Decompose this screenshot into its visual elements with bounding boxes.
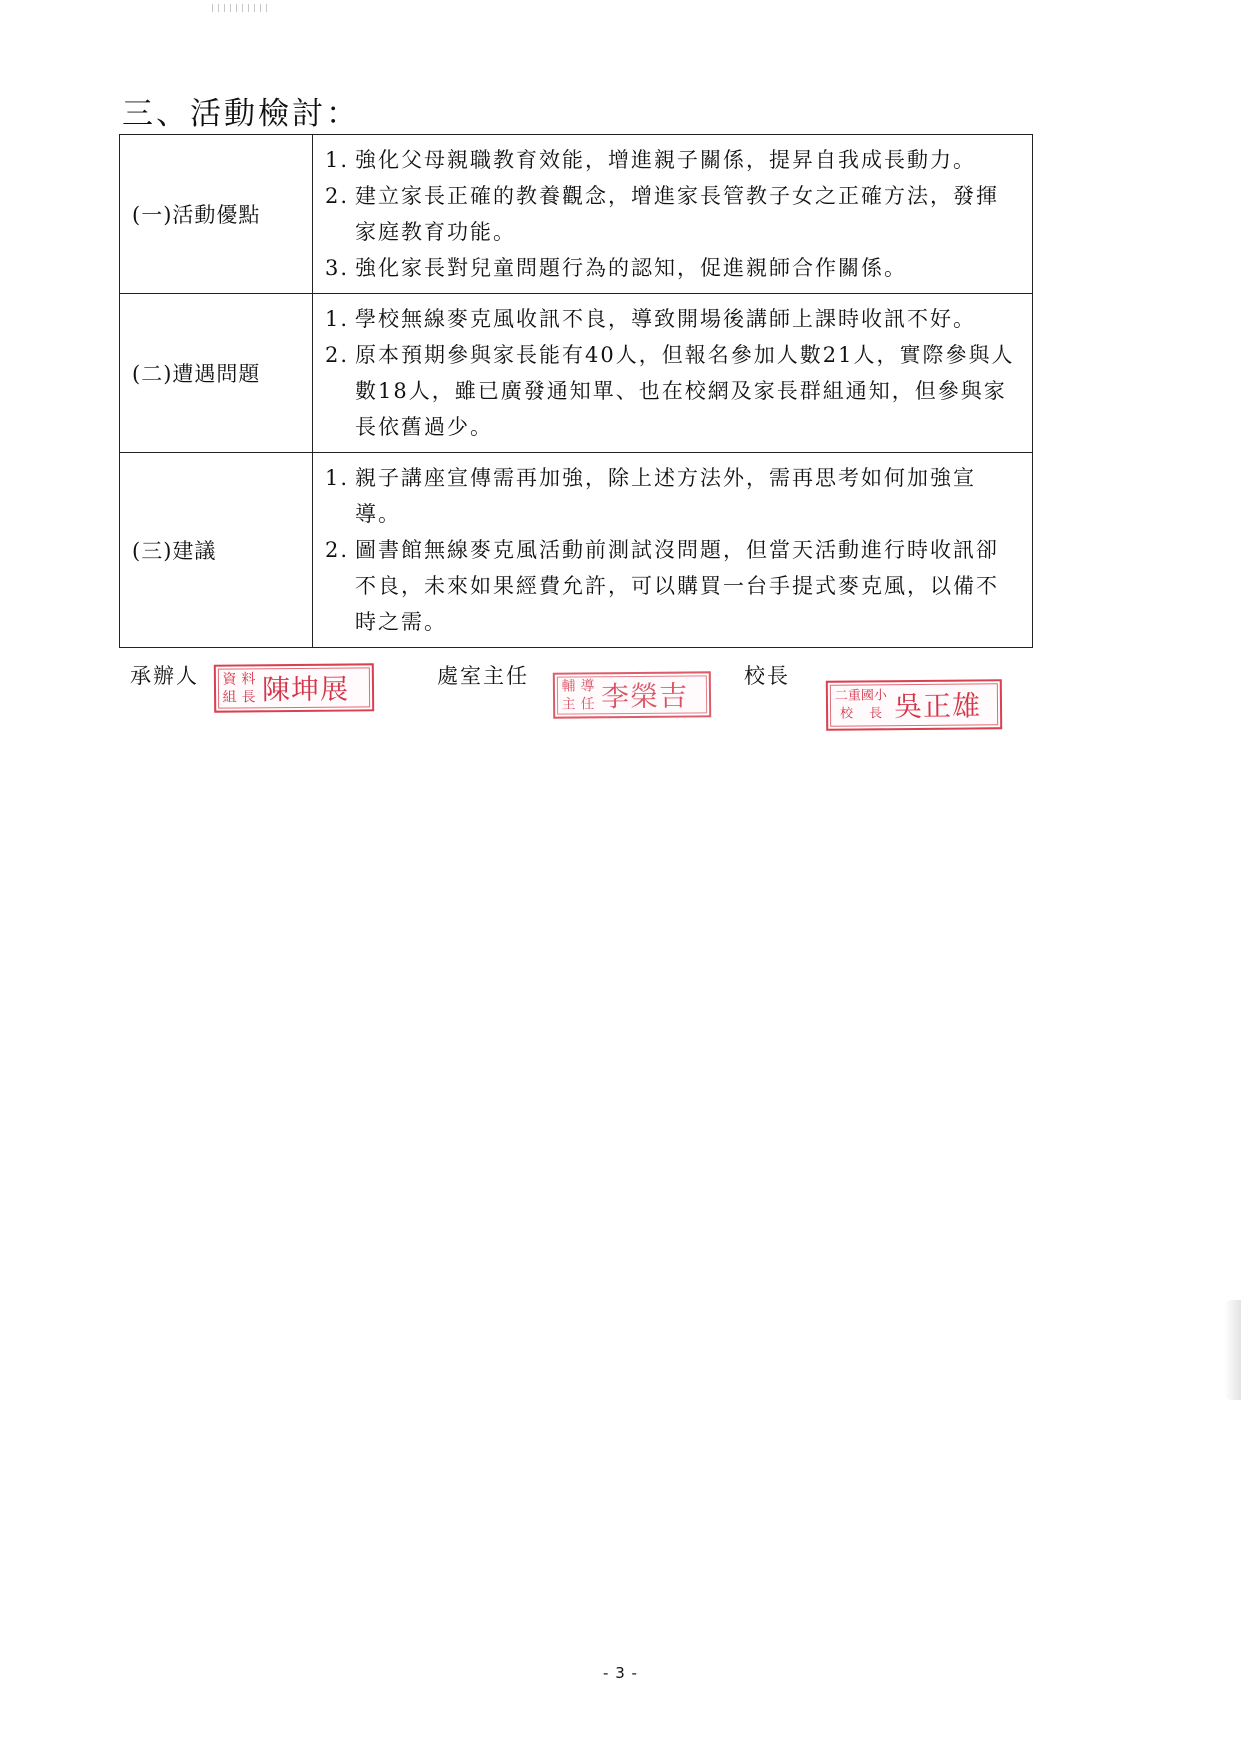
stamp-char: 導: [580, 678, 595, 695]
section-title: 三、活動檢討：: [122, 96, 360, 132]
stamp-char: 二重國小: [834, 688, 887, 704]
item-number: 1.: [325, 466, 350, 490]
stamp-char: 主: [561, 696, 576, 713]
item-number: 2.: [325, 343, 350, 367]
item-text: 親子講座宣傳需再加強，除上述方法外，需再思考如何加強宣導。: [355, 466, 977, 526]
row-label-suggestions: (三)建議: [120, 453, 313, 648]
row-content-suggestions: [313, 453, 1033, 648]
item-text: 原本預期參與家長能有40人，但報名參加人數21人，實際參與人數18人，雖已廣發通知單、也在校網及家長群組通知，但參與家長依舊過少。: [355, 343, 1015, 439]
list-item: [325, 301, 1022, 337]
principal-stamp: [826, 679, 1002, 731]
principal-label: 校長: [744, 664, 790, 688]
stamp-char: 組: [222, 689, 237, 706]
item-number: 1.: [325, 307, 350, 331]
item-number: 3.: [325, 256, 350, 280]
item-text: 圖書館無線麥克風活動前測試沒問題，但當天活動進行時收訊卻不良，未來如果經費允許，可以購買一台手提式麥克風，以備不時之需。: [355, 538, 1000, 634]
item-text: 建立家長正確的教養觀念，增進家長管教子女之正確方法，發揮家庭教育功能。: [355, 184, 1000, 244]
table-row: [120, 135, 1033, 294]
stamp-name: 吳正雄: [893, 689, 982, 724]
director-stamp: [553, 671, 711, 718]
director-label: 處室主任: [437, 664, 529, 688]
list-item: [325, 337, 1022, 445]
item-number: 2.: [325, 184, 350, 208]
review-table: [119, 134, 1033, 648]
item-text: 強化家長對兒童問題行為的認知，促進親師合作關係。: [355, 256, 908, 280]
stamp-title: [220, 670, 258, 706]
stamp-name: 李榮吉: [600, 679, 689, 714]
item-number: 2.: [325, 538, 350, 562]
item-text: 強化父母親職教育效能，增進親子關係，提昇自我成長動力。: [355, 148, 977, 172]
organizer-label: 承辦人: [130, 664, 199, 688]
stamp-char: 長: [241, 689, 256, 706]
row-content-problems: [313, 294, 1033, 453]
list-item: [325, 532, 1022, 640]
stamp-char: 資: [222, 671, 237, 688]
list-item: [325, 250, 1022, 286]
stamp-char: 輔: [561, 678, 576, 695]
item-text: 學校無線麥克風收訊不良，導致開場後講師上課時收訊不好。: [355, 307, 977, 331]
row-content-advantages: [313, 135, 1033, 294]
table-row: [120, 453, 1033, 648]
list-item: [325, 178, 1022, 250]
table-row: [120, 294, 1033, 453]
scan-artifact: [212, 4, 272, 12]
stamp-name: 陳坤展: [261, 672, 350, 707]
list-item: [325, 460, 1022, 532]
stamp-char: 任: [580, 696, 595, 713]
stamp-char: 長: [868, 706, 883, 722]
organizer-stamp: [214, 663, 374, 712]
item-number: 1.: [325, 148, 350, 172]
scan-edge-shadow: [1224, 1300, 1241, 1400]
stamp-title: [832, 687, 890, 724]
stamp-title: [559, 677, 597, 713]
list-item: [325, 142, 1022, 178]
stamp-char: 校: [839, 706, 854, 722]
page-number: - 3 -: [603, 1664, 638, 1682]
row-label-problems: (二)遭遇問題: [120, 294, 313, 453]
stamp-char: 料: [241, 671, 256, 688]
row-label-advantages: (一)活動優點: [120, 135, 313, 294]
